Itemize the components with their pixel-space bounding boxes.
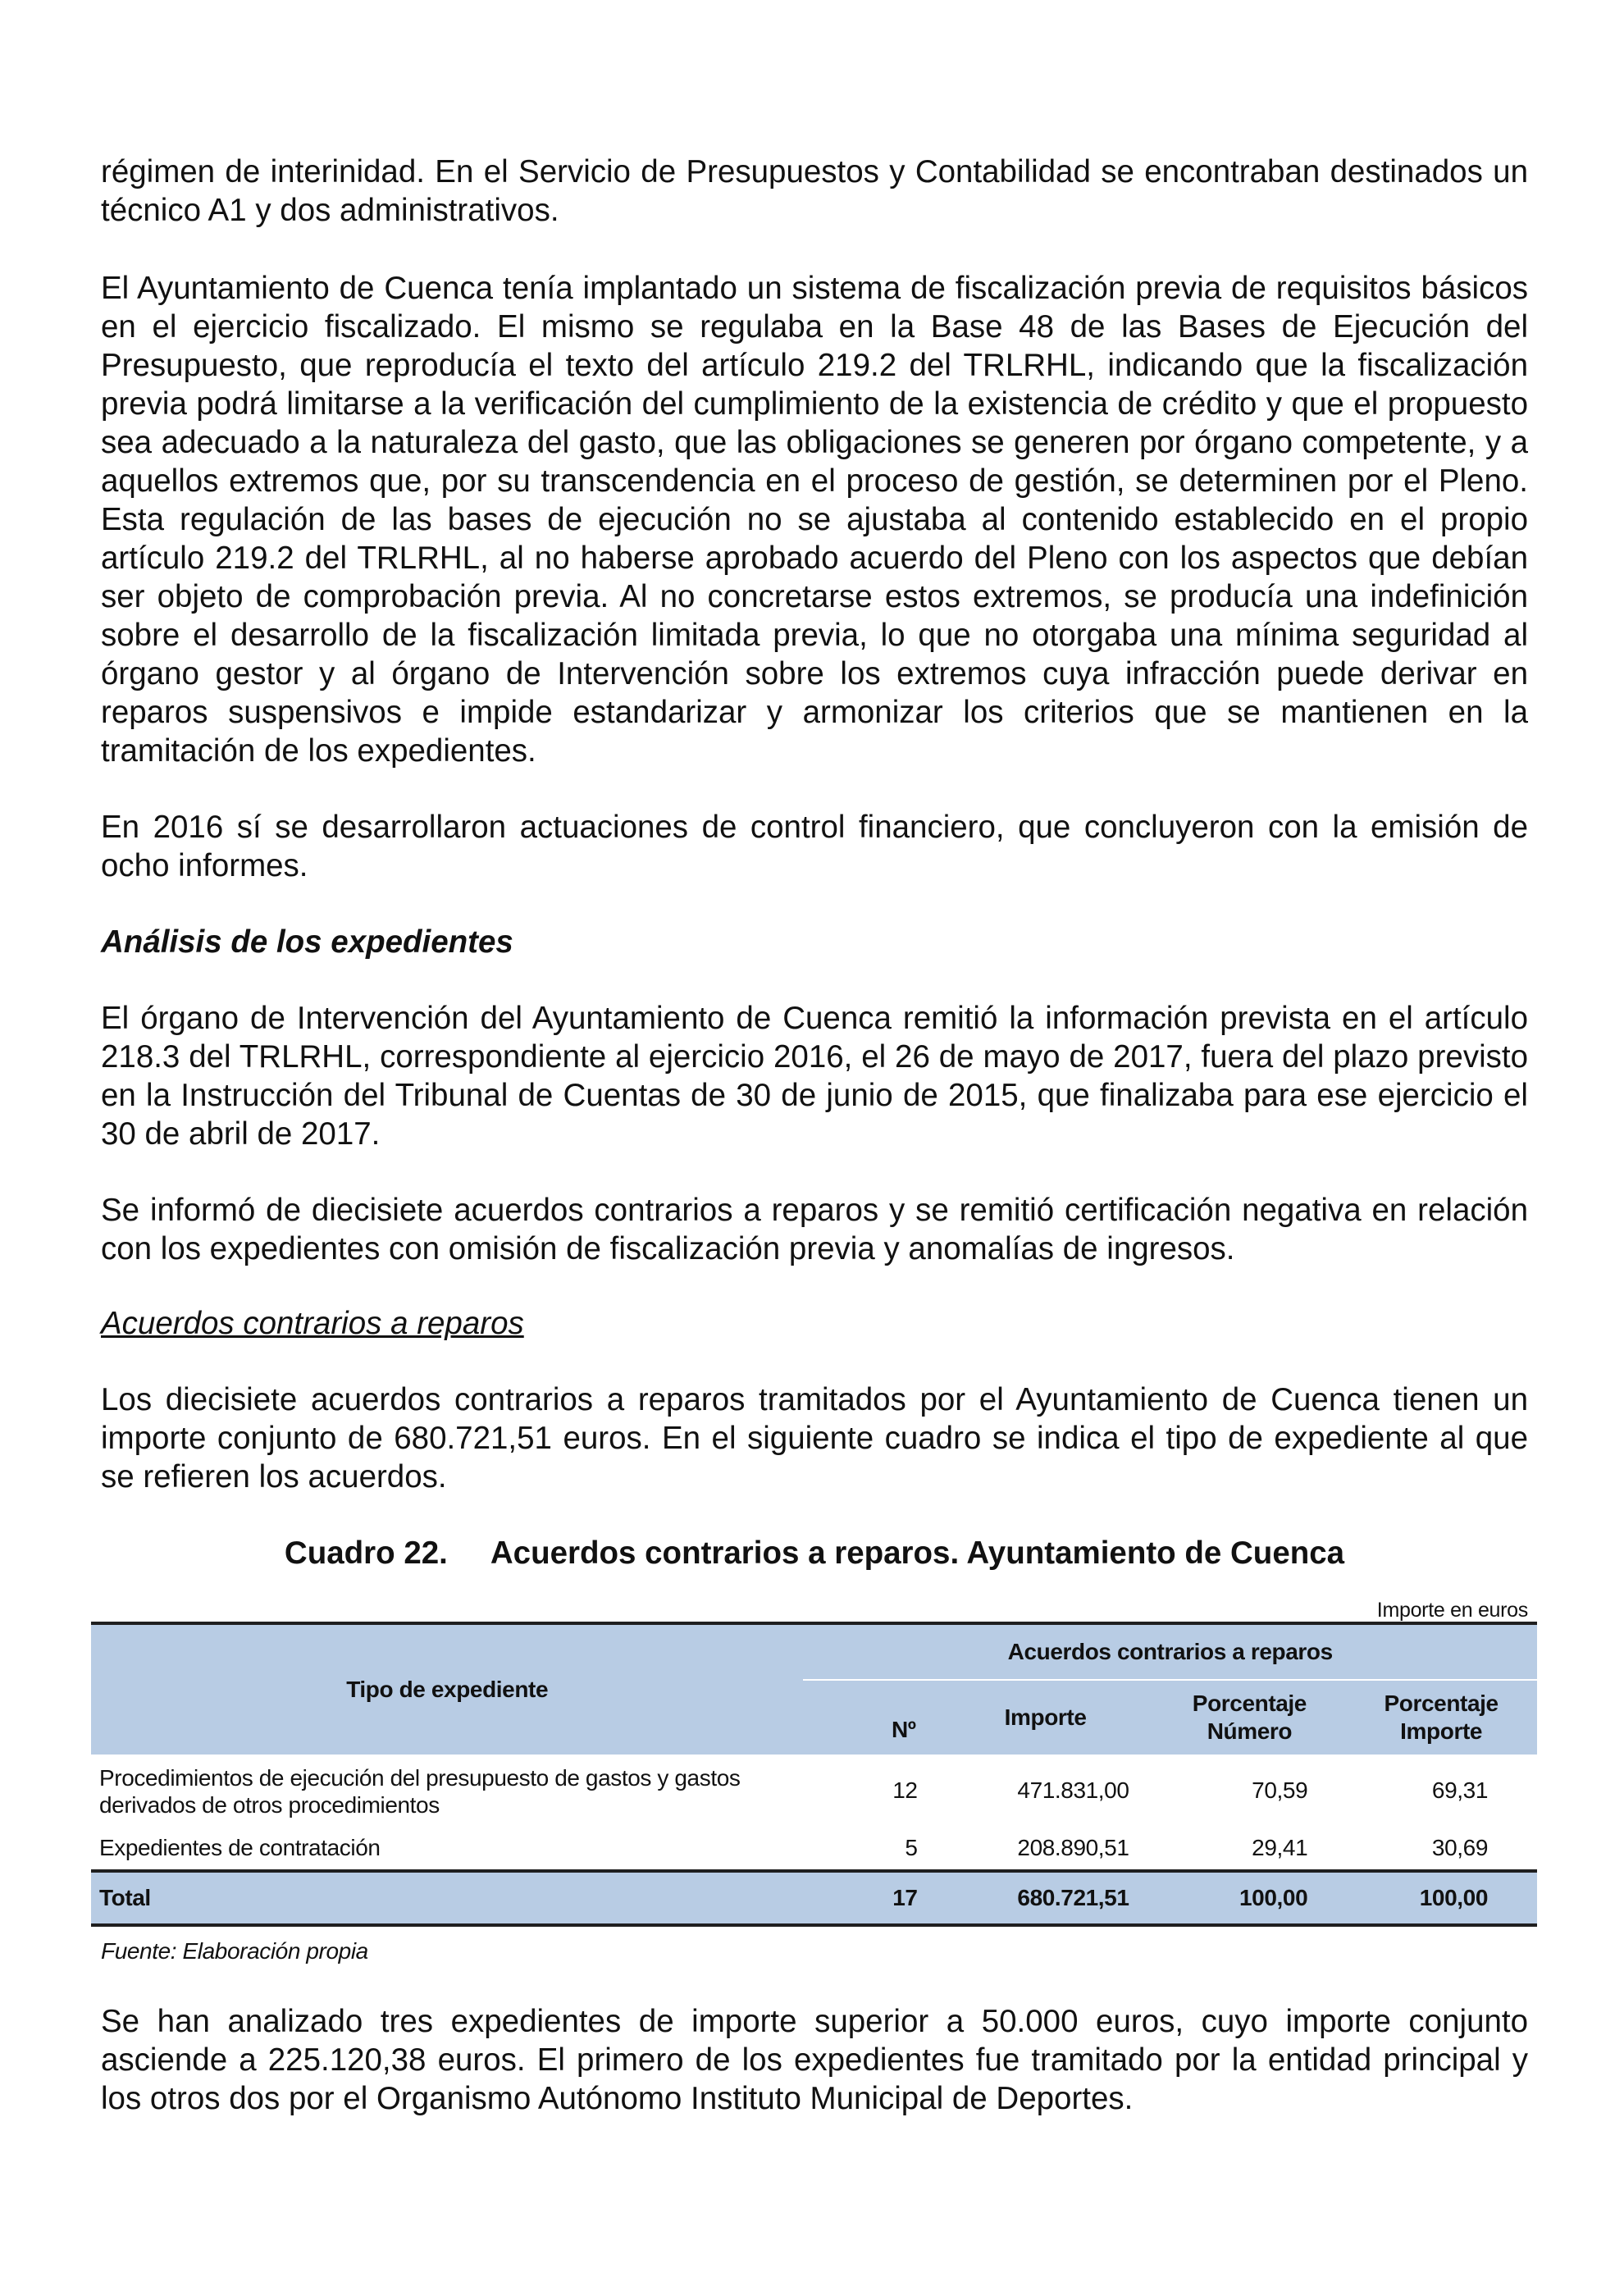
cell-porcentaje-numero: 29,41 (1252, 1835, 1308, 1860)
cell-total-num: 17 (803, 1871, 937, 1925)
paragraph-interinidad: régimen de interinidad. En el Servicio de Presupuestos y Contabilidad se encontraban destinados un técnico A1 y dos administrativos. (101, 154, 1528, 228)
cell-tipo: Procedimientos de ejecución del presupuesto de gastos y gastos derivados de otros procedimientos (99, 1765, 741, 1818)
paragraph-remision-informacion: El órgano de Intervención del Ayuntamiento de Cuenca remitió la información prevista en el artículo 218.3 del TRLRHL, correspondiente al ejercicio 2016, el 26 de mayo de 2017, fuera del plazo previsto en la Instrucción del Tribunal de Cuentas de 30 de junio de 2015, que finalizaba para ese ejercicio el 30 de abril de 2017. (101, 1001, 1528, 1152)
document-page (101, 153, 1528, 2118)
header-porcentaje-importe: Porcentaje Importe (1345, 1680, 1537, 1755)
paragraph-importe-conjunto: Los diecisiete acuerdos contrarios a reparos tramitados por el Ayuntamiento de Cuenca tienen un importe conjunto de 680.721,51 euros. En el siguiente cuadro se indica el tipo de expediente al que se refieren los acuerdos. (101, 1382, 1528, 1494)
header-num: Nº (803, 1680, 937, 1755)
cell-tipo: Expedientes de contratación (99, 1835, 381, 1860)
table-units-note: Importe en euros (1376, 1599, 1528, 1622)
acuerdos-table (91, 1622, 1537, 1927)
header-importe: Importe (937, 1680, 1154, 1755)
header-acuerdos-group: Acuerdos contrarios a reparos (803, 1623, 1537, 1680)
table-total-row (91, 1871, 1537, 1925)
paragraph-fiscalizacion-previa: El Ayuntamiento de Cuenca tenía implantado un sistema de fiscalización previa de requisitos básicos en el ejercicio fiscalizado. El mismo se regulaba en la Base 48 de las Bases de Ejecución del Presupuesto, que reproducía el texto del artículo 219.2 del TRLRHL, indicando que la fiscalización previa podrá limitarse a la verificación del cumplimiento de la existencia de crédito y que el propuesto sea adecuado a la naturaleza del gasto, que las obligaciones se generen por órgano competente, y a aquellos extremos que, por su transcendencia en el proceso de gestión, se determinen por el Pleno. Esta regulación de las bases de ejecución no se ajustaba al contenido establecido en el propio artículo 219.2 del TRLRHL, al no haberse aprobado acuerdo del Pleno con los aspectos que debían ser objeto de comprobación previa. Al no concretarse estos extremos, se producía una indefinición sobre el desarrollo de la fiscalización limitada previa, lo que no otorgaba una mínima seguridad al órgano gestor y al órgano de Intervención sobre los extremos cuya infracción puede derivar en reparos suspensivos e impide estandarizar y armonizar los criterios que se mantienen en la tramitación de los expedientes. (101, 271, 1528, 769)
cell-importe: 471.831,00 (1017, 1777, 1129, 1803)
paragraph-control-financiero: En 2016 sí se desarrollaron actuaciones de control financiero, que concluyeron con la emisión de ocho informes. (101, 810, 1528, 883)
table-row (91, 1827, 1537, 1871)
header-porcentaje-numero: Porcentaje Número (1154, 1680, 1346, 1755)
cell-importe: 208.890,51 (1017, 1835, 1129, 1860)
cell-num: 12 (892, 1777, 918, 1803)
cell-total-importe: 680.721,51 (937, 1871, 1154, 1925)
cell-total-porcentaje-importe: 100,00 (1345, 1871, 1537, 1925)
table-caption (101, 1534, 1528, 1572)
cell-porcentaje-importe: 69,31 (1431, 1777, 1488, 1803)
cell-total-label: Total (91, 1871, 803, 1925)
header-tipo-expediente: Tipo de expediente (91, 1623, 803, 1755)
table-row (91, 1755, 1537, 1827)
table-source-note: Fuente: Elaboración propia (101, 1938, 368, 1964)
paragraph-acuerdos-informados: Se informó de diecisiete acuerdos contrarios a reparos y se remitió certificación negativa en relación con los expedientes con omisión de fiscalización previa y anomalías de ingresos. (101, 1193, 1528, 1266)
heading-acuerdos-contrarios: Acuerdos contrarios a reparos (101, 1306, 524, 1341)
heading-analisis-expedientes: Análisis de los expedientes (101, 924, 513, 960)
cell-num: 5 (905, 1835, 918, 1860)
cell-total-porcentaje-numero: 100,00 (1154, 1871, 1346, 1925)
table-caption-title: Acuerdos contrarios a reparos. Ayuntamiento de Cuenca (490, 1535, 1345, 1571)
cell-porcentaje-numero: 70,59 (1252, 1777, 1308, 1803)
cell-porcentaje-importe: 30,69 (1431, 1835, 1488, 1860)
paragraph-expedientes-analizados: Se han analizado tres expedientes de importe superior a 50.000 euros, cuyo importe conjunto asciende a 225.120,38 euros. El primero de los expedientes fue tramitado por la entidad principal y los otros dos por el Organismo Autónomo Instituto Municipal de Deportes. (101, 2004, 1528, 2116)
table-caption-number: Cuadro 22. (284, 1535, 448, 1571)
